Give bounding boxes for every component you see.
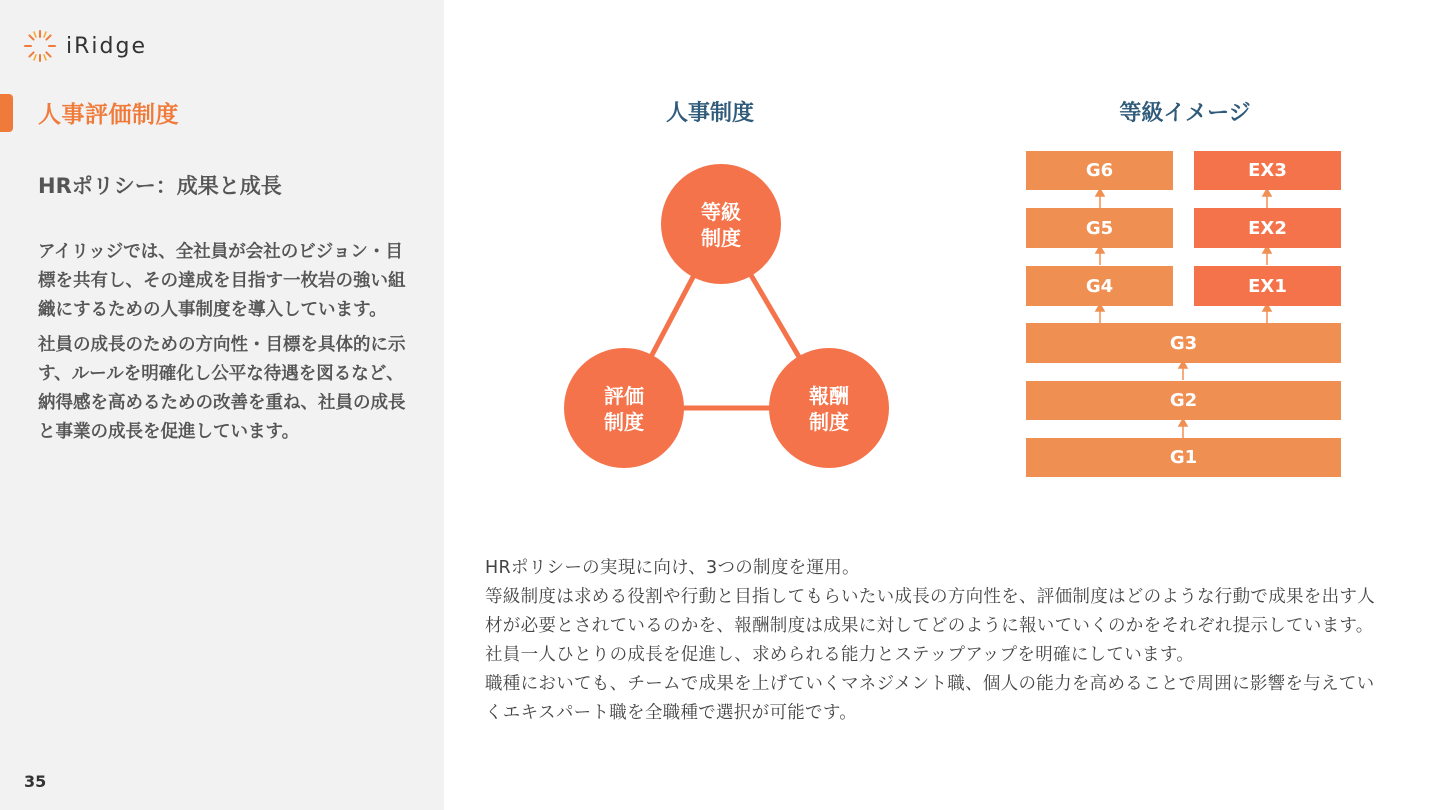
evaluation-system-circle	[564, 348, 684, 468]
sidebar-paragraph: アイリッジでは、全社員が会社のビジョン・目標を共有し、その達成を目指す一枚岩の強い組織にするための人事制度を導入しています。	[38, 242, 406, 320]
description-paragraph: 等級制度は求める役割や行動と目指してもらいたい成長の方向性を、評価制度はどのような行動で成果を出す人材が必要とされているのかを、報酬制度は成果に対してどのように報いていくのかをそれぞれ提示しています。社員一人ひとりの成長を促進し、求められる能力とステップアップを明確にしています。	[485, 587, 1375, 665]
hr-system-description	[485, 554, 1390, 728]
grade-ex2: EX2	[1194, 208, 1341, 248]
grade-g4: G4	[1026, 266, 1173, 306]
evaluation-system-label-line1: 評価	[604, 384, 644, 408]
sunburst-logo-icon	[22, 28, 58, 64]
hr-policy-heading: HRポリシー：成果と成長	[38, 174, 282, 198]
grade-system-label-line1: 等級	[701, 200, 741, 224]
description-paragraph: 職種においても、チームで成果を上げていくマネジメント職、個人の能力を高めることで周囲に影響を与えていくエキスパート職を全職種で選択が可能です。	[485, 674, 1375, 723]
page-number: 35	[24, 772, 47, 791]
grade-g5: G5	[1026, 208, 1173, 248]
section-accent-bar	[0, 94, 13, 132]
grade-g3: G3	[1026, 323, 1341, 363]
sidebar	[0, 0, 444, 810]
grade-g6: G6	[1026, 151, 1173, 190]
compensation-system-label-line1: 報酬	[809, 384, 849, 408]
grade-g2: G2	[1026, 381, 1341, 420]
compensation-system-circle	[769, 348, 889, 468]
brand-name: iRidge	[66, 33, 147, 59]
grade-system-label-line2: 制度	[701, 226, 741, 250]
grade-ex1: EX1	[1194, 266, 1341, 306]
description-paragraph: HRポリシーの実現に向け、3つの制度を運用。	[485, 558, 860, 578]
grade-image-title: 等級イメージ	[1119, 101, 1251, 126]
hr-system-triangle-diagram	[560, 160, 900, 480]
grade-ex3: EX3	[1194, 151, 1341, 190]
logo	[22, 28, 147, 64]
section-title: 人事評価制度	[38, 102, 179, 128]
grade-g1: G1	[1026, 438, 1341, 477]
grade-arrows	[1020, 150, 1350, 480]
compensation-system-label-line2: 制度	[809, 410, 849, 434]
sidebar-description	[38, 238, 408, 447]
hr-system-title: 人事制度	[665, 101, 754, 126]
sidebar-paragraph: 社員の成長のための方向性・目標を具体的に示す、ルールを明確化し公平な待遇を図るなど、納得感を高めるための改善を重ね、社員の成長と事業の成長を促進しています。	[38, 335, 406, 442]
evaluation-system-label-line2: 制度	[604, 410, 644, 434]
grade-system-circle	[661, 164, 781, 284]
